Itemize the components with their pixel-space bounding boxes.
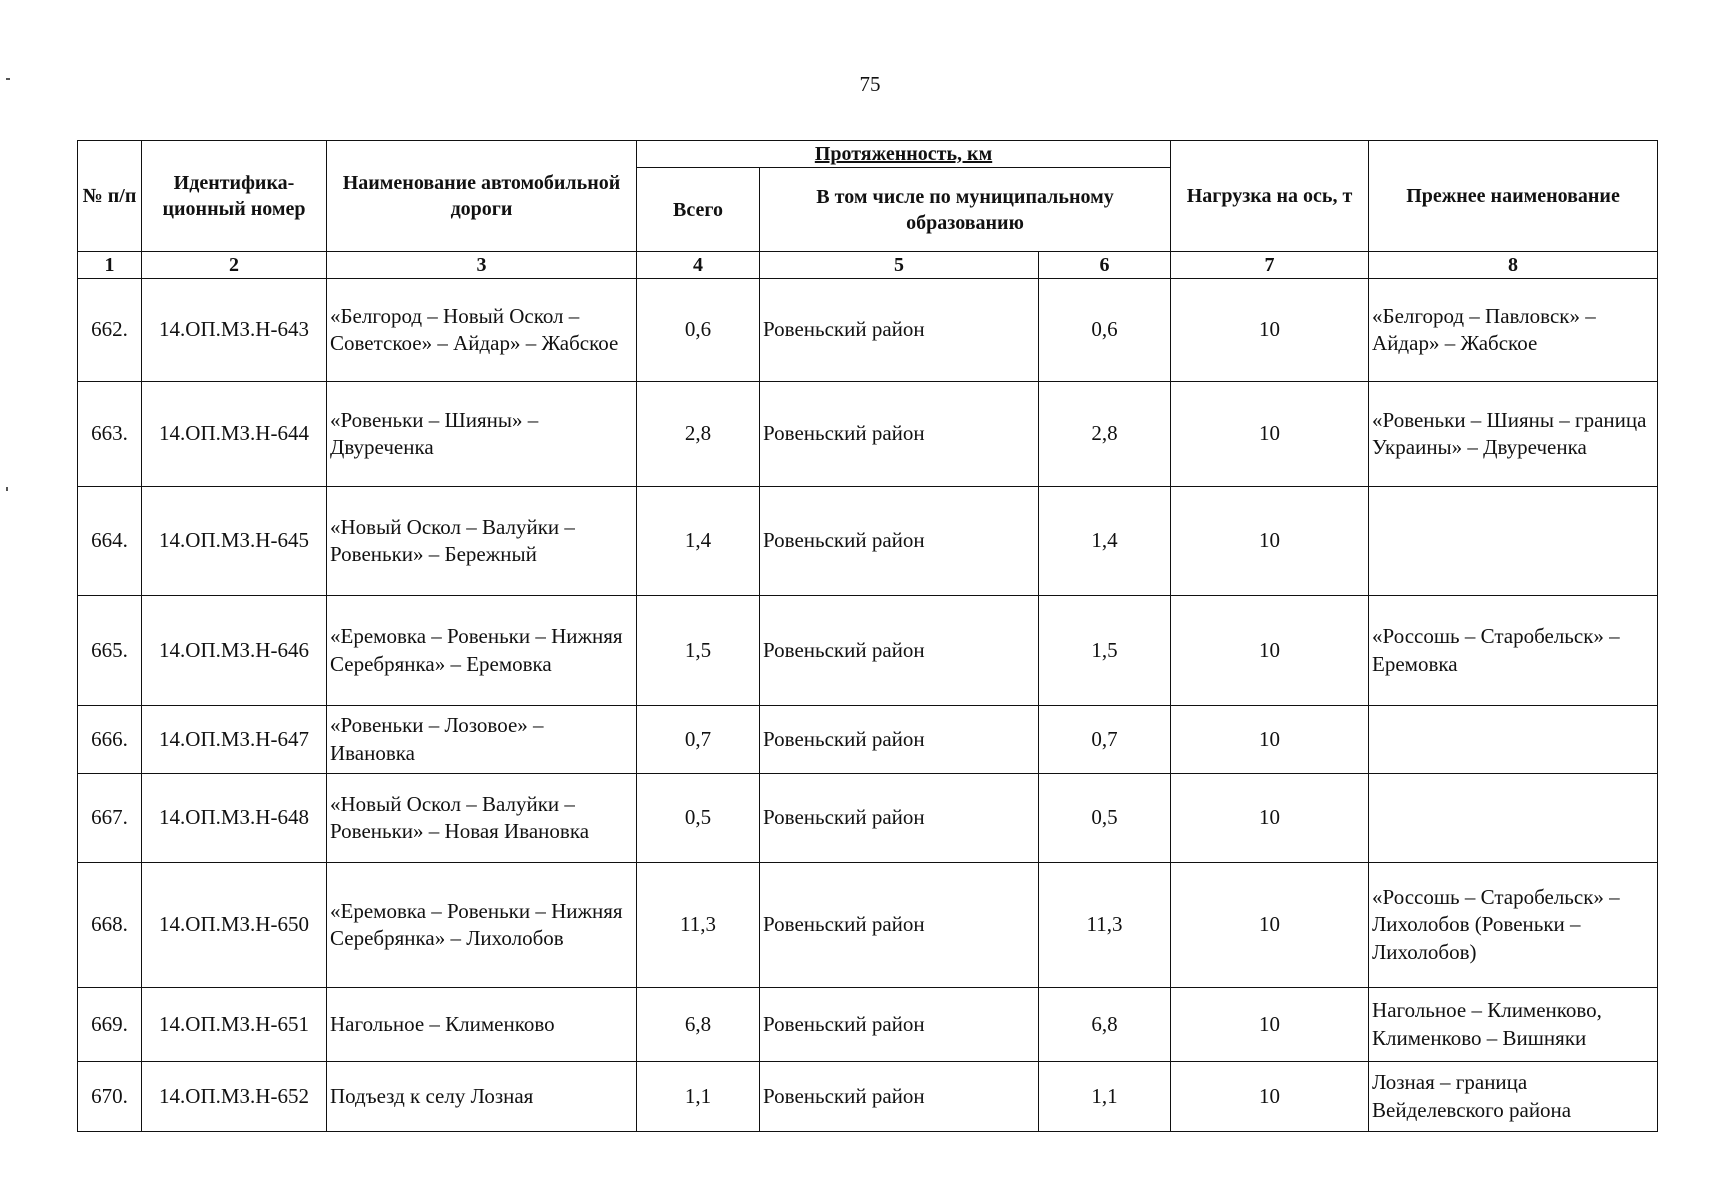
former-name: «Россошь – Старобельск» – Еремовка bbox=[1369, 596, 1658, 706]
column-number: 1 bbox=[78, 252, 142, 279]
road-name: «Белгород – Новый Оскол – Советское» – Айдар» – Жабское bbox=[327, 279, 637, 382]
header-no: № п/п bbox=[78, 141, 142, 252]
roads-table-container bbox=[77, 140, 1657, 1132]
column-number: 5 bbox=[760, 252, 1039, 279]
row-no: 668. bbox=[78, 863, 142, 988]
axle-load: 10 bbox=[1171, 863, 1369, 988]
former-name: Нагольное – Клименково, Клименково – Вишняки bbox=[1369, 988, 1658, 1062]
district-length: 2,8 bbox=[1039, 382, 1171, 487]
table-row bbox=[78, 988, 1658, 1062]
column-number: 2 bbox=[142, 252, 327, 279]
table-row bbox=[78, 863, 1658, 988]
table-row bbox=[78, 382, 1658, 487]
district-length: 11,3 bbox=[1039, 863, 1171, 988]
district-length: 1,4 bbox=[1039, 487, 1171, 596]
district-length: 1,5 bbox=[1039, 596, 1171, 706]
district-length: 6,8 bbox=[1039, 988, 1171, 1062]
road-id: 14.ОП.МЗ.Н-646 bbox=[142, 596, 327, 706]
column-number: 8 bbox=[1369, 252, 1658, 279]
district-length: 1,1 bbox=[1039, 1062, 1171, 1132]
length-total: 0,5 bbox=[637, 774, 760, 863]
axle-load: 10 bbox=[1171, 279, 1369, 382]
former-name: Лозная – граница Вейделевского района bbox=[1369, 1062, 1658, 1132]
district-name: Ровеньский район bbox=[760, 774, 1039, 863]
header-id: Идентифика-ционный номер bbox=[142, 141, 327, 252]
former-name: «Россошь – Старобельск» – Лихолобов (Ровеньки – Лихолобов) bbox=[1369, 863, 1658, 988]
district-name: Ровеньский район bbox=[760, 988, 1039, 1062]
road-id: 14.ОП.МЗ.Н-647 bbox=[142, 706, 327, 774]
table-row bbox=[78, 706, 1658, 774]
road-name: «Ровеньки – Шияны» – Двуреченка bbox=[327, 382, 637, 487]
axle-load: 10 bbox=[1171, 706, 1369, 774]
district-name: Ровеньский район bbox=[760, 382, 1039, 487]
district-length: 0,7 bbox=[1039, 706, 1171, 774]
table-row bbox=[78, 774, 1658, 863]
road-name: «Еремовка – Ровеньки – Нижняя Серебрянка» – Лихолобов bbox=[327, 863, 637, 988]
district-name: Ровеньский район bbox=[760, 863, 1039, 988]
header-length-group bbox=[637, 141, 1171, 168]
column-number: 6 bbox=[1039, 252, 1171, 279]
row-no: 667. bbox=[78, 774, 142, 863]
table-row bbox=[78, 1062, 1658, 1132]
header-former: Прежнее наименование bbox=[1369, 141, 1658, 252]
header-axle: Нагрузка на ось, т bbox=[1171, 141, 1369, 252]
axle-load: 10 bbox=[1171, 596, 1369, 706]
scan-speck bbox=[6, 487, 8, 491]
district-name: Ровеньский район bbox=[760, 1062, 1039, 1132]
road-name: «Новый Оскол – Валуйки – Ровеньки» – Новая Ивановка bbox=[327, 774, 637, 863]
column-number: 4 bbox=[637, 252, 760, 279]
former-name bbox=[1369, 487, 1658, 596]
axle-load: 10 bbox=[1171, 988, 1369, 1062]
road-id: 14.ОП.МЗ.Н-643 bbox=[142, 279, 327, 382]
road-id: 14.ОП.МЗ.Н-648 bbox=[142, 774, 327, 863]
axle-load: 10 bbox=[1171, 382, 1369, 487]
road-id: 14.ОП.МЗ.Н-644 bbox=[142, 382, 327, 487]
road-name: Подъезд к селу Лозная bbox=[327, 1062, 637, 1132]
district-length: 0,6 bbox=[1039, 279, 1171, 382]
district-name: Ровеньский район bbox=[760, 279, 1039, 382]
road-name: Нагольное – Клименково bbox=[327, 988, 637, 1062]
table-row bbox=[78, 279, 1658, 382]
row-no: 665. bbox=[78, 596, 142, 706]
road-id: 14.ОП.МЗ.Н-645 bbox=[142, 487, 327, 596]
axle-load: 10 bbox=[1171, 487, 1369, 596]
district-length: 0,5 bbox=[1039, 774, 1171, 863]
length-total: 6,8 bbox=[637, 988, 760, 1062]
header-total: Всего bbox=[637, 168, 760, 252]
header-name: Наименование автомобильной дороги bbox=[327, 141, 637, 252]
length-total: 1,4 bbox=[637, 487, 760, 596]
header-length-group-label: Протяженность, км bbox=[814, 143, 993, 165]
row-no: 670. bbox=[78, 1062, 142, 1132]
axle-load: 10 bbox=[1171, 1062, 1369, 1132]
column-number: 7 bbox=[1171, 252, 1369, 279]
row-no: 666. bbox=[78, 706, 142, 774]
table-header bbox=[78, 141, 1658, 279]
road-id: 14.ОП.МЗ.Н-650 bbox=[142, 863, 327, 988]
former-name bbox=[1369, 706, 1658, 774]
length-total: 1,5 bbox=[637, 596, 760, 706]
column-numbers-row bbox=[78, 252, 1658, 279]
former-name: «Ровеньки – Шияны – граница Украины» – Двуреченка bbox=[1369, 382, 1658, 487]
page-number: 75 bbox=[859, 72, 881, 96]
district-name: Ровеньский район bbox=[760, 596, 1039, 706]
table-row bbox=[78, 596, 1658, 706]
length-total: 1,1 bbox=[637, 1062, 760, 1132]
road-id: 14.ОП.МЗ.Н-651 bbox=[142, 988, 327, 1062]
row-no: 669. bbox=[78, 988, 142, 1062]
road-id: 14.ОП.МЗ.Н-652 bbox=[142, 1062, 327, 1132]
axle-load: 10 bbox=[1171, 774, 1369, 863]
column-number: 3 bbox=[327, 252, 637, 279]
road-name: «Еремовка – Ровеньки – Нижняя Серебрянка» – Еремовка bbox=[327, 596, 637, 706]
district-name: Ровеньский район bbox=[760, 706, 1039, 774]
length-total: 11,3 bbox=[637, 863, 760, 988]
table-body bbox=[78, 279, 1658, 1132]
road-name: «Новый Оскол – Валуйки – Ровеньки» – Бережный bbox=[327, 487, 637, 596]
header-incl-group: В том числе по муниципальному образованию bbox=[760, 168, 1171, 252]
length-total: 2,8 bbox=[637, 382, 760, 487]
former-name: «Белгород – Павловск» – Айдар» – Жабское bbox=[1369, 279, 1658, 382]
row-no: 662. bbox=[78, 279, 142, 382]
road-name: «Ровеньки – Лозовое» – Ивановка bbox=[327, 706, 637, 774]
length-total: 0,7 bbox=[637, 706, 760, 774]
table-row bbox=[78, 487, 1658, 596]
district-name: Ровеньский район bbox=[760, 487, 1039, 596]
former-name bbox=[1369, 774, 1658, 863]
length-total: 0,6 bbox=[637, 279, 760, 382]
row-no: 663. bbox=[78, 382, 142, 487]
row-no: 664. bbox=[78, 487, 142, 596]
roads-table bbox=[77, 140, 1658, 1132]
